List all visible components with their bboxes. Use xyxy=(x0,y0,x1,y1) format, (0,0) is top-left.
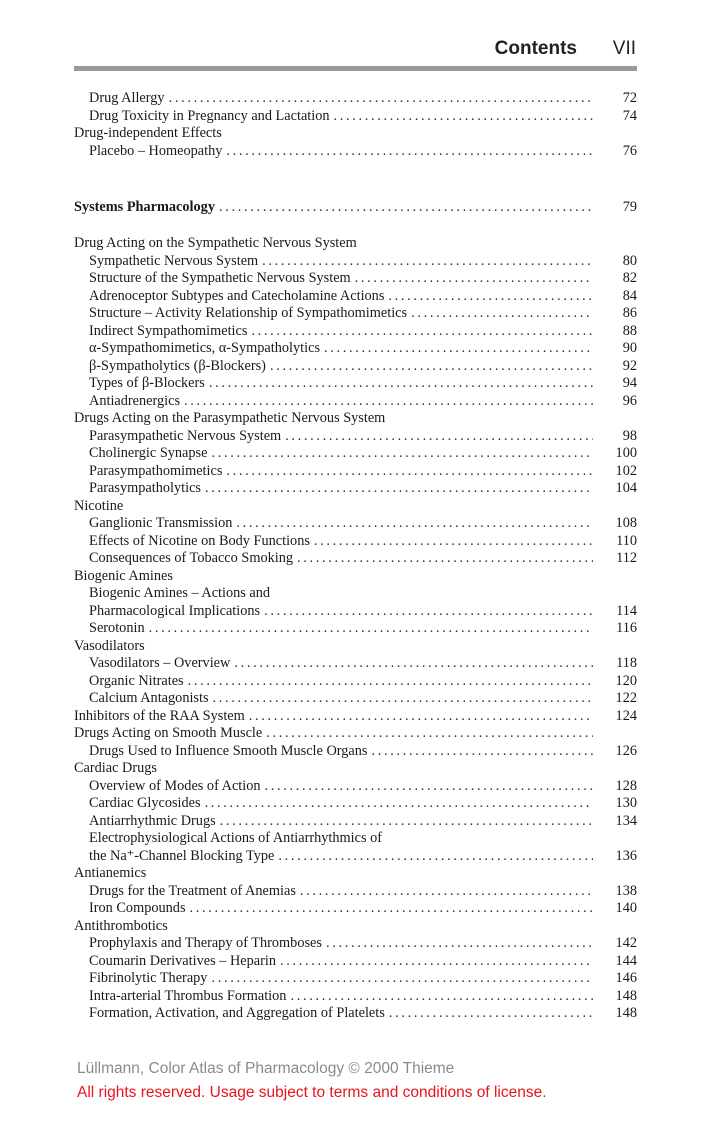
toc-entry-title: Pharmacological Implications xyxy=(89,602,261,619)
toc-entry-title: Sympathetic Nervous System xyxy=(89,252,259,269)
toc-entry[interactable] xyxy=(74,340,637,358)
dot-leader xyxy=(264,603,593,621)
toc-entry-title: α-Sympathomimetics, α-Sympatholytics xyxy=(89,340,321,356)
dot-leader xyxy=(355,270,593,288)
toc-entry-title: Organic Nitrates xyxy=(89,672,184,689)
toc-entry[interactable] xyxy=(74,690,637,708)
toc-entry[interactable] xyxy=(74,743,637,761)
toc-entry xyxy=(74,830,637,848)
toc-entry xyxy=(74,585,637,603)
toc-entry-page: 72 xyxy=(622,90,637,106)
toc-entry-page: 79 xyxy=(622,199,637,215)
toc-entry-title: Prophylaxis and Therapy of Thromboses xyxy=(89,935,322,951)
dot-leader xyxy=(205,795,593,813)
toc-entry[interactable] xyxy=(74,1005,637,1023)
toc-entry-title: Antianemics xyxy=(74,865,147,881)
toc-section-heading[interactable] xyxy=(74,708,637,726)
toc-entry-title: Inhibitors of the RAA System xyxy=(74,707,245,724)
toc-entry-page: 136 xyxy=(615,847,637,864)
toc-entry-title: Antithrombotics xyxy=(74,917,168,934)
toc-entry-page: 144 xyxy=(615,952,637,969)
toc-section-heading xyxy=(74,410,637,428)
dot-leader xyxy=(211,445,593,463)
toc-entry[interactable] xyxy=(74,393,637,411)
toc-entry-title: Iron Compounds xyxy=(89,900,186,916)
dot-leader xyxy=(266,725,593,743)
toc-entry[interactable] xyxy=(74,375,637,393)
toc-entry[interactable] xyxy=(74,108,637,126)
dot-leader xyxy=(278,848,593,866)
toc-entry-page: 84 xyxy=(622,287,637,304)
toc-entry[interactable] xyxy=(74,323,637,341)
toc-entry-title: Drugs for the Treatment of Anemias xyxy=(89,882,296,899)
dot-leader xyxy=(314,533,593,551)
toc-section-heading xyxy=(74,568,637,586)
toc-entry[interactable] xyxy=(74,515,637,533)
toc-entry-page: 124 xyxy=(615,707,637,724)
dot-leader xyxy=(262,253,593,271)
dot-leader xyxy=(188,673,593,691)
toc-entry-page: 126 xyxy=(615,742,637,759)
toc-entry-title: Serotonin xyxy=(89,620,145,636)
toc-entry-page: 128 xyxy=(615,777,637,794)
toc-section-heading[interactable] xyxy=(74,199,637,217)
toc-entry-title: the Na⁺-Channel Blocking Type xyxy=(89,847,275,864)
toc-entry[interactable] xyxy=(74,795,637,813)
toc-entry[interactable] xyxy=(74,533,637,551)
dot-leader xyxy=(211,970,593,988)
toc-entry-page: 82 xyxy=(622,270,637,286)
toc-entry[interactable] xyxy=(74,358,637,376)
toc-entry[interactable] xyxy=(74,988,637,1006)
toc-entry-page: 102 xyxy=(615,462,637,479)
toc-entry-title: Nicotine xyxy=(74,497,124,514)
toc-entry-page: 148 xyxy=(615,987,637,1004)
dot-leader xyxy=(236,515,593,533)
toc-entry-page: 142 xyxy=(615,935,637,951)
table-of-contents xyxy=(74,90,637,1023)
toc-entry-page: 92 xyxy=(622,357,637,374)
toc-entry-page: 96 xyxy=(622,392,637,409)
toc-entry[interactable] xyxy=(74,813,637,831)
toc-entry-page: 108 xyxy=(615,515,637,531)
toc-entry-page: 74 xyxy=(622,107,637,124)
toc-entry[interactable] xyxy=(74,445,637,463)
toc-entry-page: 110 xyxy=(616,532,637,549)
dot-leader xyxy=(326,935,593,953)
toc-entry-title: Parasympathomimetics xyxy=(89,462,223,479)
toc-entry[interactable] xyxy=(74,673,637,691)
toc-entry-page: 122 xyxy=(615,690,637,706)
toc-entry-title: Coumarin Derivatives – Heparin xyxy=(89,952,276,969)
dot-leader xyxy=(280,953,593,971)
toc-section-heading xyxy=(74,638,637,656)
toc-entry-page: 146 xyxy=(615,970,637,986)
toc-entry-title: Antiarrhythmic Drugs xyxy=(89,812,216,829)
toc-entry-title: Placebo – Homeopathy xyxy=(89,142,223,159)
dot-leader xyxy=(388,288,593,306)
dot-leader xyxy=(205,480,593,498)
toc-entry-title: Electrophysiological Actions of Antiarrhythmics of xyxy=(89,830,383,846)
toc-section-heading xyxy=(74,235,637,253)
dot-leader xyxy=(297,550,593,568)
toc-entry-title: Drug Toxicity in Pregnancy and Lactation xyxy=(89,107,330,124)
toc-entry-title: Structure – Activity Relationship of Sympathomimetics xyxy=(89,305,408,321)
toc-entry-page: 130 xyxy=(615,795,637,811)
toc-entry[interactable] xyxy=(74,935,637,953)
toc-entry-page: 104 xyxy=(615,480,637,496)
toc-entry-page: 138 xyxy=(615,882,637,899)
toc-section-heading xyxy=(74,725,637,743)
toc-section-heading xyxy=(74,760,637,778)
section-spacer xyxy=(74,217,637,236)
toc-entry[interactable] xyxy=(74,305,637,323)
toc-entry-title: Structure of the Sympathetic Nervous System xyxy=(89,270,351,286)
toc-entry-page: 114 xyxy=(616,602,637,619)
toc-entry-title: Drugs Acting on the Parasympathetic Nervous System xyxy=(74,410,386,426)
toc-entry[interactable] xyxy=(74,778,637,796)
dot-leader xyxy=(234,655,593,673)
toc-entry-title: Drug Allergy xyxy=(89,90,165,106)
toc-section-heading xyxy=(74,865,637,883)
toc-entry[interactable] xyxy=(74,550,637,568)
toc-entry[interactable] xyxy=(74,883,637,901)
toc-entry[interactable] xyxy=(74,288,637,306)
toc-entry-page: 140 xyxy=(615,900,637,916)
dot-leader xyxy=(190,900,593,918)
copyright-notice: Lüllmann, Color Atlas of Pharmacology © 2000 Thieme xyxy=(77,1060,455,1077)
license-notice: All rights reserved. Usage subject to terms and conditions of license. xyxy=(77,1084,547,1101)
dot-leader xyxy=(285,428,593,446)
dot-leader xyxy=(389,1005,593,1023)
toc-entry-title: Cardiac Glycosides xyxy=(89,795,201,811)
toc-entry-title: Drug-independent Effects xyxy=(74,125,222,141)
dot-leader xyxy=(334,108,593,126)
toc-entry-page: 134 xyxy=(615,812,637,829)
toc-entry-page: 76 xyxy=(622,142,637,159)
toc-entry-title: Cholinergic Synapse xyxy=(89,445,208,461)
toc-entry-title: Drugs Used to Influence Smooth Muscle Organs xyxy=(89,742,368,759)
dot-leader xyxy=(290,988,593,1006)
toc-entry-title: Biogenic Amines – Actions and xyxy=(89,585,271,601)
toc-entry[interactable] xyxy=(74,253,637,271)
toc-entry-title: Types of β-Blockers xyxy=(89,375,205,391)
toc-entry-title: Systems Pharmacology xyxy=(74,199,215,215)
toc-entry-title: Fibrinolytic Therapy xyxy=(89,970,208,986)
toc-entry-page: 94 xyxy=(622,375,637,391)
dot-leader xyxy=(226,463,593,481)
toc-entry[interactable] xyxy=(74,620,637,638)
dot-leader xyxy=(169,90,593,108)
toc-entry-title: Indirect Sympathomimetics xyxy=(89,322,248,339)
toc-entry-page: 112 xyxy=(616,550,637,566)
dot-leader xyxy=(209,375,593,393)
dot-leader xyxy=(226,143,593,161)
toc-section-heading xyxy=(74,498,637,516)
toc-entry-title: Ganglionic Transmission xyxy=(89,515,233,531)
toc-entry[interactable] xyxy=(74,143,637,161)
toc-entry-title: Overview of Modes of Action xyxy=(89,777,261,794)
toc-entry[interactable] xyxy=(74,90,637,108)
dot-leader xyxy=(220,813,593,831)
toc-entry-title: Biogenic Amines xyxy=(74,567,173,584)
dot-leader xyxy=(265,778,593,796)
dot-leader xyxy=(411,305,593,323)
toc-entry-title: β-Sympatholytics (β-Blockers) xyxy=(89,357,266,374)
dot-leader xyxy=(184,393,593,411)
dot-leader xyxy=(251,323,593,341)
dot-leader xyxy=(324,340,593,358)
toc-entry-title: Calcium Antagonists xyxy=(89,690,209,706)
toc-entry-page: 80 xyxy=(622,252,637,269)
dot-leader xyxy=(270,358,593,376)
dot-leader xyxy=(149,620,593,638)
toc-entry-title: Adrenoceptor Subtypes and Catecholamine Actions xyxy=(89,287,385,304)
toc-section-heading xyxy=(74,918,637,936)
toc-entry-title: Parasympatholytics xyxy=(89,480,201,496)
dot-leader xyxy=(300,883,593,901)
toc-entry-page: 116 xyxy=(616,620,637,636)
toc-entry[interactable] xyxy=(74,655,637,673)
toc-entry-page: 120 xyxy=(615,672,637,689)
toc-entry-title: Consequences of Tobacco Smoking xyxy=(89,550,294,566)
toc-entry-title: Vasodilators xyxy=(74,637,145,654)
dot-leader xyxy=(371,743,593,761)
toc-entry[interactable] xyxy=(74,970,637,988)
toc-section-heading xyxy=(74,125,637,143)
toc-entry[interactable] xyxy=(74,480,637,498)
toc-entry-page: 118 xyxy=(616,655,637,671)
page-number: VII xyxy=(612,38,636,59)
toc-entry[interactable] xyxy=(74,463,637,481)
toc-entry-page: 86 xyxy=(622,305,637,321)
toc-entry-title: Antiadrenergics xyxy=(89,392,181,409)
toc-entry-page: 88 xyxy=(622,322,637,339)
toc-entry-page: 98 xyxy=(622,427,637,444)
toc-entry-page: 100 xyxy=(615,445,637,461)
dot-leader xyxy=(249,708,593,726)
toc-entry-title: Vasodilators – Overview xyxy=(89,655,231,671)
toc-entry-page: 148 xyxy=(615,1005,637,1021)
toc-entry-page: 90 xyxy=(622,340,637,356)
toc-entry[interactable] xyxy=(74,428,637,446)
toc-entry-title: Drug Acting on the Sympathetic Nervous System xyxy=(74,235,357,251)
toc-entry[interactable] xyxy=(74,900,637,918)
toc-entry[interactable] xyxy=(74,270,637,288)
toc-entry[interactable] xyxy=(74,953,637,971)
dot-leader xyxy=(219,199,593,217)
toc-entry-title: Drugs Acting on Smooth Muscle xyxy=(74,725,263,741)
header-rule xyxy=(74,66,637,71)
dot-leader xyxy=(213,690,593,708)
toc-entry-title: Formation, Activation, and Aggregation of Platelets xyxy=(89,1005,385,1021)
toc-entry-title: Cardiac Drugs xyxy=(74,760,157,776)
toc-entry[interactable] xyxy=(74,848,637,866)
toc-entry-title: Intra-arterial Thrombus Formation xyxy=(89,987,287,1004)
running-header-title: Contents xyxy=(494,38,577,59)
toc-entry[interactable] xyxy=(74,603,637,621)
toc-entry-title: Effects of Nicotine on Body Functions xyxy=(89,532,310,549)
section-spacer xyxy=(74,160,637,199)
toc-entry-title: Parasympathetic Nervous System xyxy=(89,427,282,444)
